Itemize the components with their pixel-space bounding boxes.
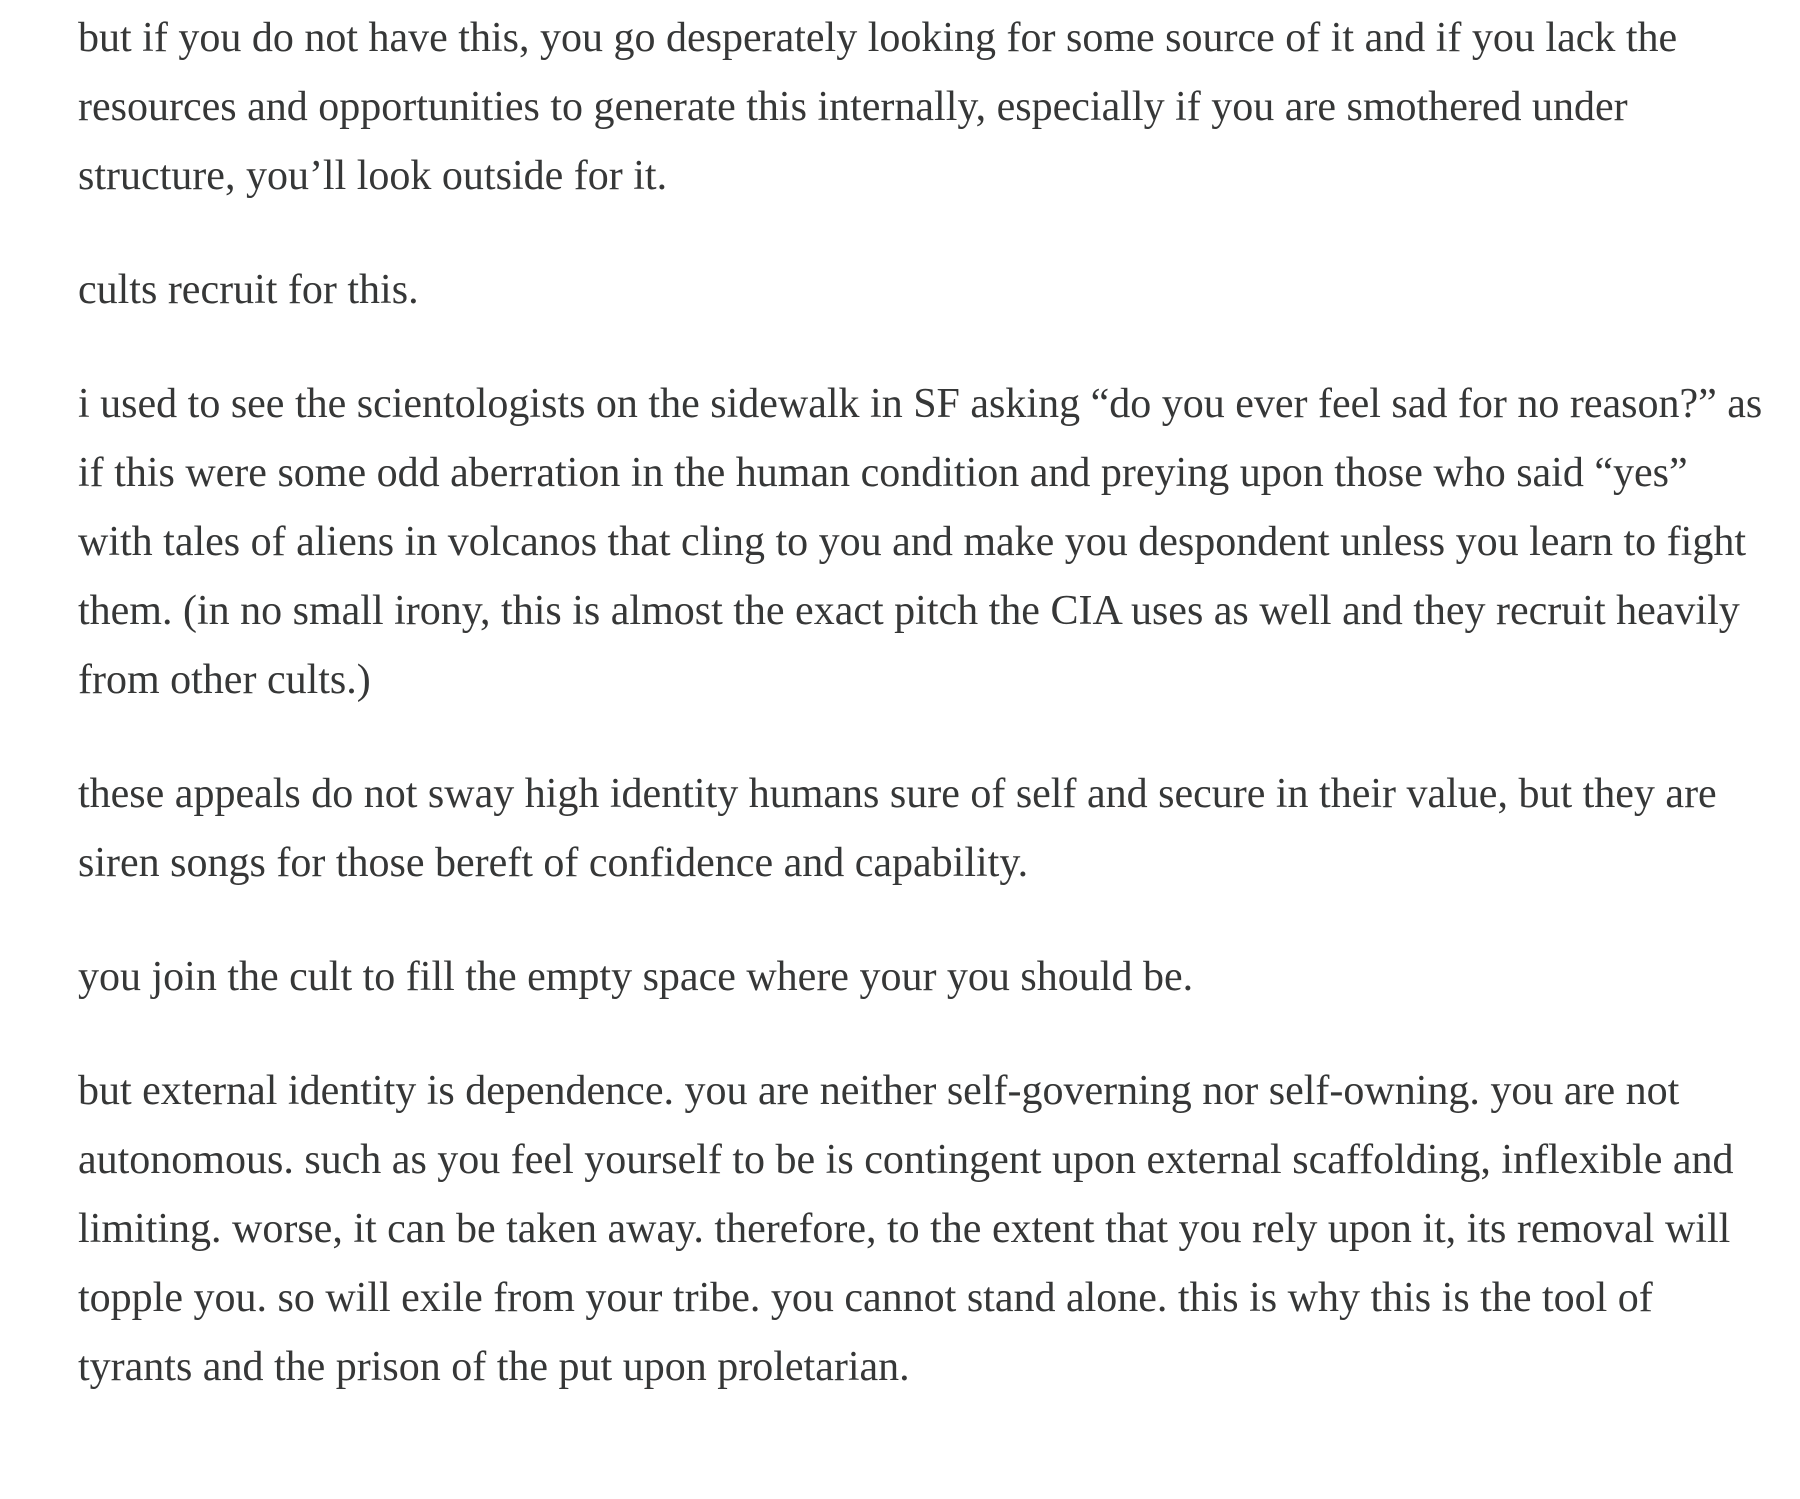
paragraph-missing-source: but if you do not have this, you go desperately looking for some source of it and if you lack the resources and opportunities to generate this internally, especially if you are smothered under structure, you’ll look outside for it. (78, 15, 1678, 199)
paragraph-external-identity: but external identity is dependence. you are neither self-governing nor self-owning. you are not autonomous. such as you feel yourself to be is contingent upon external scaffolding, inflexible and limiting. worse, it can be taken away. therefore, to the extent that you rely upon it, its removal will topple you. so will exile from your tribe. you cannot stand alone. this is why this is the tool of tyrants and the prison of the put upon proletarian. (78, 1068, 1734, 1390)
paragraph-appeals: these appeals do not sway high identity humans sure of self and secure in their value, but they are siren songs for those bereft of confidence and capability. (78, 771, 1717, 886)
paragraph-scientologists: i used to see the scientologists on the sidewalk in SF asking “do you ever feel sad for no reason?” as if this were some odd aberration in the human condition and preying upon those who said “yes” with tales of aliens in volcanos that cling to you and make you despondent unless you learn to fight them. (in no small irony, this is almost the exact pitch the CIA uses as well and they recruit heavily from other cults.) (78, 381, 1763, 703)
article-body (78, 4, 1768, 1402)
paragraph-join-cult: you join the cult to fill the empty space where your you should be. (78, 954, 1194, 1000)
paragraph-cults-recruit: cults recruit for this. (78, 267, 419, 313)
